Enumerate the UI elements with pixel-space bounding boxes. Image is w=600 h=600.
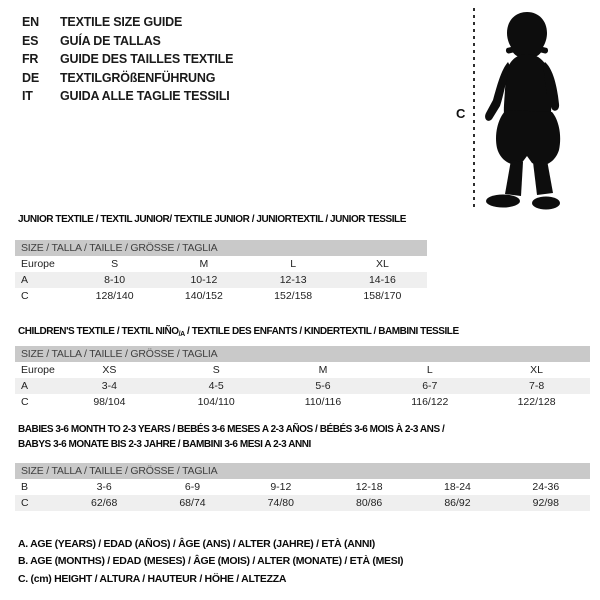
- lang-title: GUÍA DE TALLAS: [60, 33, 161, 48]
- row-label: A: [21, 274, 29, 286]
- size-cell: L: [426, 364, 433, 376]
- children-section-title: [18, 326, 459, 338]
- junior-size-table: [15, 240, 427, 304]
- size-cell: M: [199, 258, 209, 270]
- age-cell: 14-16: [368, 274, 396, 286]
- height-cell: 68/74: [179, 497, 206, 509]
- lang-title: GUIDA ALLE TAGLIE TESSILI: [60, 89, 230, 104]
- junior-section-title: JUNIOR TEXTILE / TEXTIL JUNIOR/ TEXTILE JUNIOR / JUNIORTEXTIL / JUNIOR TESSILE: [18, 214, 406, 225]
- size-cell: M: [318, 364, 328, 376]
- lang-code: ES: [22, 33, 39, 48]
- language-title-list: [22, 13, 233, 106]
- babies-title-line1: BABIES 3-6 MONTH TO 2-3 YEARS / BEBÉS 3-6 MESES A 2-3 AÑOS / BÉBÉS 3-6 MOIS À 2-3 ANS /: [18, 424, 445, 435]
- legend-line-b: B. AGE (MONTHS) / EDAD (MESES) / ÂGE (MOIS) / ALTER (MONATE) / ETÀ (MESI): [18, 555, 404, 568]
- children-title-part: / TEXTILE DES ENFANTS / KINDERTEXTIL / BAMBINI TESSILE: [184, 326, 459, 337]
- children-size-table: [15, 346, 590, 410]
- height-measure-dotted-line: [473, 8, 475, 209]
- lang-title: GUIDE DES TAILLES TEXTILE: [60, 52, 234, 67]
- age-cell: 3-6: [96, 481, 112, 493]
- table-row: [15, 288, 427, 304]
- age-cell: 6-9: [184, 481, 201, 493]
- age-cell: 9-12: [270, 481, 292, 493]
- age-cell: 6-7: [422, 380, 438, 392]
- row-label: Europe: [21, 258, 55, 270]
- babies-title-line2: BABYS 3-6 MONATE BIS 2-3 JAHRE / BAMBINI 3-6 MESI A 2-3 ANNI: [18, 439, 311, 450]
- babies-size-header: SIZE / TALLA / TAILLE / GRÖSSE / TAGLIA: [15, 463, 590, 479]
- lang-code: DE: [22, 70, 39, 85]
- row-label: Europe: [21, 364, 55, 376]
- age-cell: 7-8: [528, 380, 545, 392]
- lang-row-es: [22, 32, 233, 51]
- junior-size-header: SIZE / TALLA / TAILLE / GRÖSSE / TAGLIA: [15, 240, 427, 256]
- row-label: C: [21, 497, 29, 509]
- size-cell: S: [111, 258, 119, 270]
- children-title-subscript: /A: [178, 331, 185, 338]
- row-label: B: [21, 481, 29, 493]
- table-row: [15, 479, 590, 495]
- height-cell: 86/92: [444, 497, 471, 509]
- size-cell: XS: [102, 364, 117, 376]
- size-cell: XL: [530, 364, 543, 376]
- height-cell: 122/128: [517, 396, 556, 408]
- children-title-part: CHILDREN'S TEXTILE / TEXTIL NIÑO: [18, 326, 179, 337]
- lang-code: EN: [22, 15, 39, 30]
- height-cell: 128/140: [95, 290, 134, 302]
- table-row: [15, 362, 590, 378]
- age-cell: 8-10: [104, 274, 126, 286]
- lang-row-it: [22, 87, 233, 106]
- lang-code: FR: [22, 52, 39, 67]
- height-cell: 110/116: [304, 396, 342, 408]
- table-row: [15, 272, 427, 288]
- size-cell: S: [212, 364, 220, 376]
- size-cell: L: [290, 258, 297, 270]
- table-row: [15, 394, 590, 410]
- measurement-legend: [18, 536, 403, 588]
- height-cell: 74/80: [267, 497, 294, 509]
- age-cell: 12-13: [279, 274, 307, 286]
- height-cell: 116/122: [411, 396, 449, 408]
- row-label: C: [21, 396, 29, 408]
- lang-row-fr: [22, 50, 233, 69]
- height-cell: 140/152: [184, 290, 223, 302]
- row-label: C: [21, 290, 29, 302]
- table-row: [15, 256, 427, 272]
- height-cell: 104/110: [197, 396, 235, 408]
- children-size-header: SIZE / TALLA / TAILLE / GRÖSSE / TAGLIA: [15, 346, 590, 362]
- height-cell: 80/86: [356, 497, 383, 509]
- table-row: [15, 495, 590, 511]
- row-label: A: [21, 380, 29, 392]
- age-cell: 12-18: [355, 481, 383, 493]
- height-cell: 158/170: [363, 290, 402, 302]
- lang-title: TEXTILGRÖßENFÜHRUNG: [60, 70, 216, 85]
- age-cell: 5-6: [315, 380, 331, 392]
- lang-code: IT: [22, 89, 33, 104]
- height-cell: 98/104: [93, 396, 126, 408]
- age-cell: 3-4: [101, 380, 117, 392]
- babies-size-table: [15, 463, 590, 511]
- height-cell: 92/98: [532, 497, 559, 509]
- age-cell: 18-24: [444, 481, 471, 493]
- lang-row-de: [22, 69, 233, 88]
- lang-title: TEXTILE SIZE GUIDE: [60, 15, 183, 30]
- size-cell: XL: [375, 258, 389, 270]
- toddler-silhouette-icon: [483, 10, 573, 212]
- babies-section-title: [18, 422, 444, 452]
- height-cell: 62/68: [91, 497, 118, 509]
- age-cell: 24-36: [532, 481, 560, 493]
- table-row: [15, 378, 590, 394]
- legend-line-c: C. (cm) HEIGHT / ALTURA / HAUTEUR / HÖHE / ALTEZZA: [18, 572, 287, 585]
- age-cell: 10-12: [190, 274, 218, 286]
- height-cell: 152/158: [274, 290, 313, 302]
- height-measure-label: C: [456, 106, 466, 121]
- legend-line-a: A. AGE (YEARS) / EDAD (AÑOS) / ÂGE (ANS) / ALTER (JAHRE) / ETÀ (ANNI): [18, 538, 375, 550]
- lang-row-en: [22, 13, 233, 32]
- age-cell: 4-5: [208, 380, 224, 392]
